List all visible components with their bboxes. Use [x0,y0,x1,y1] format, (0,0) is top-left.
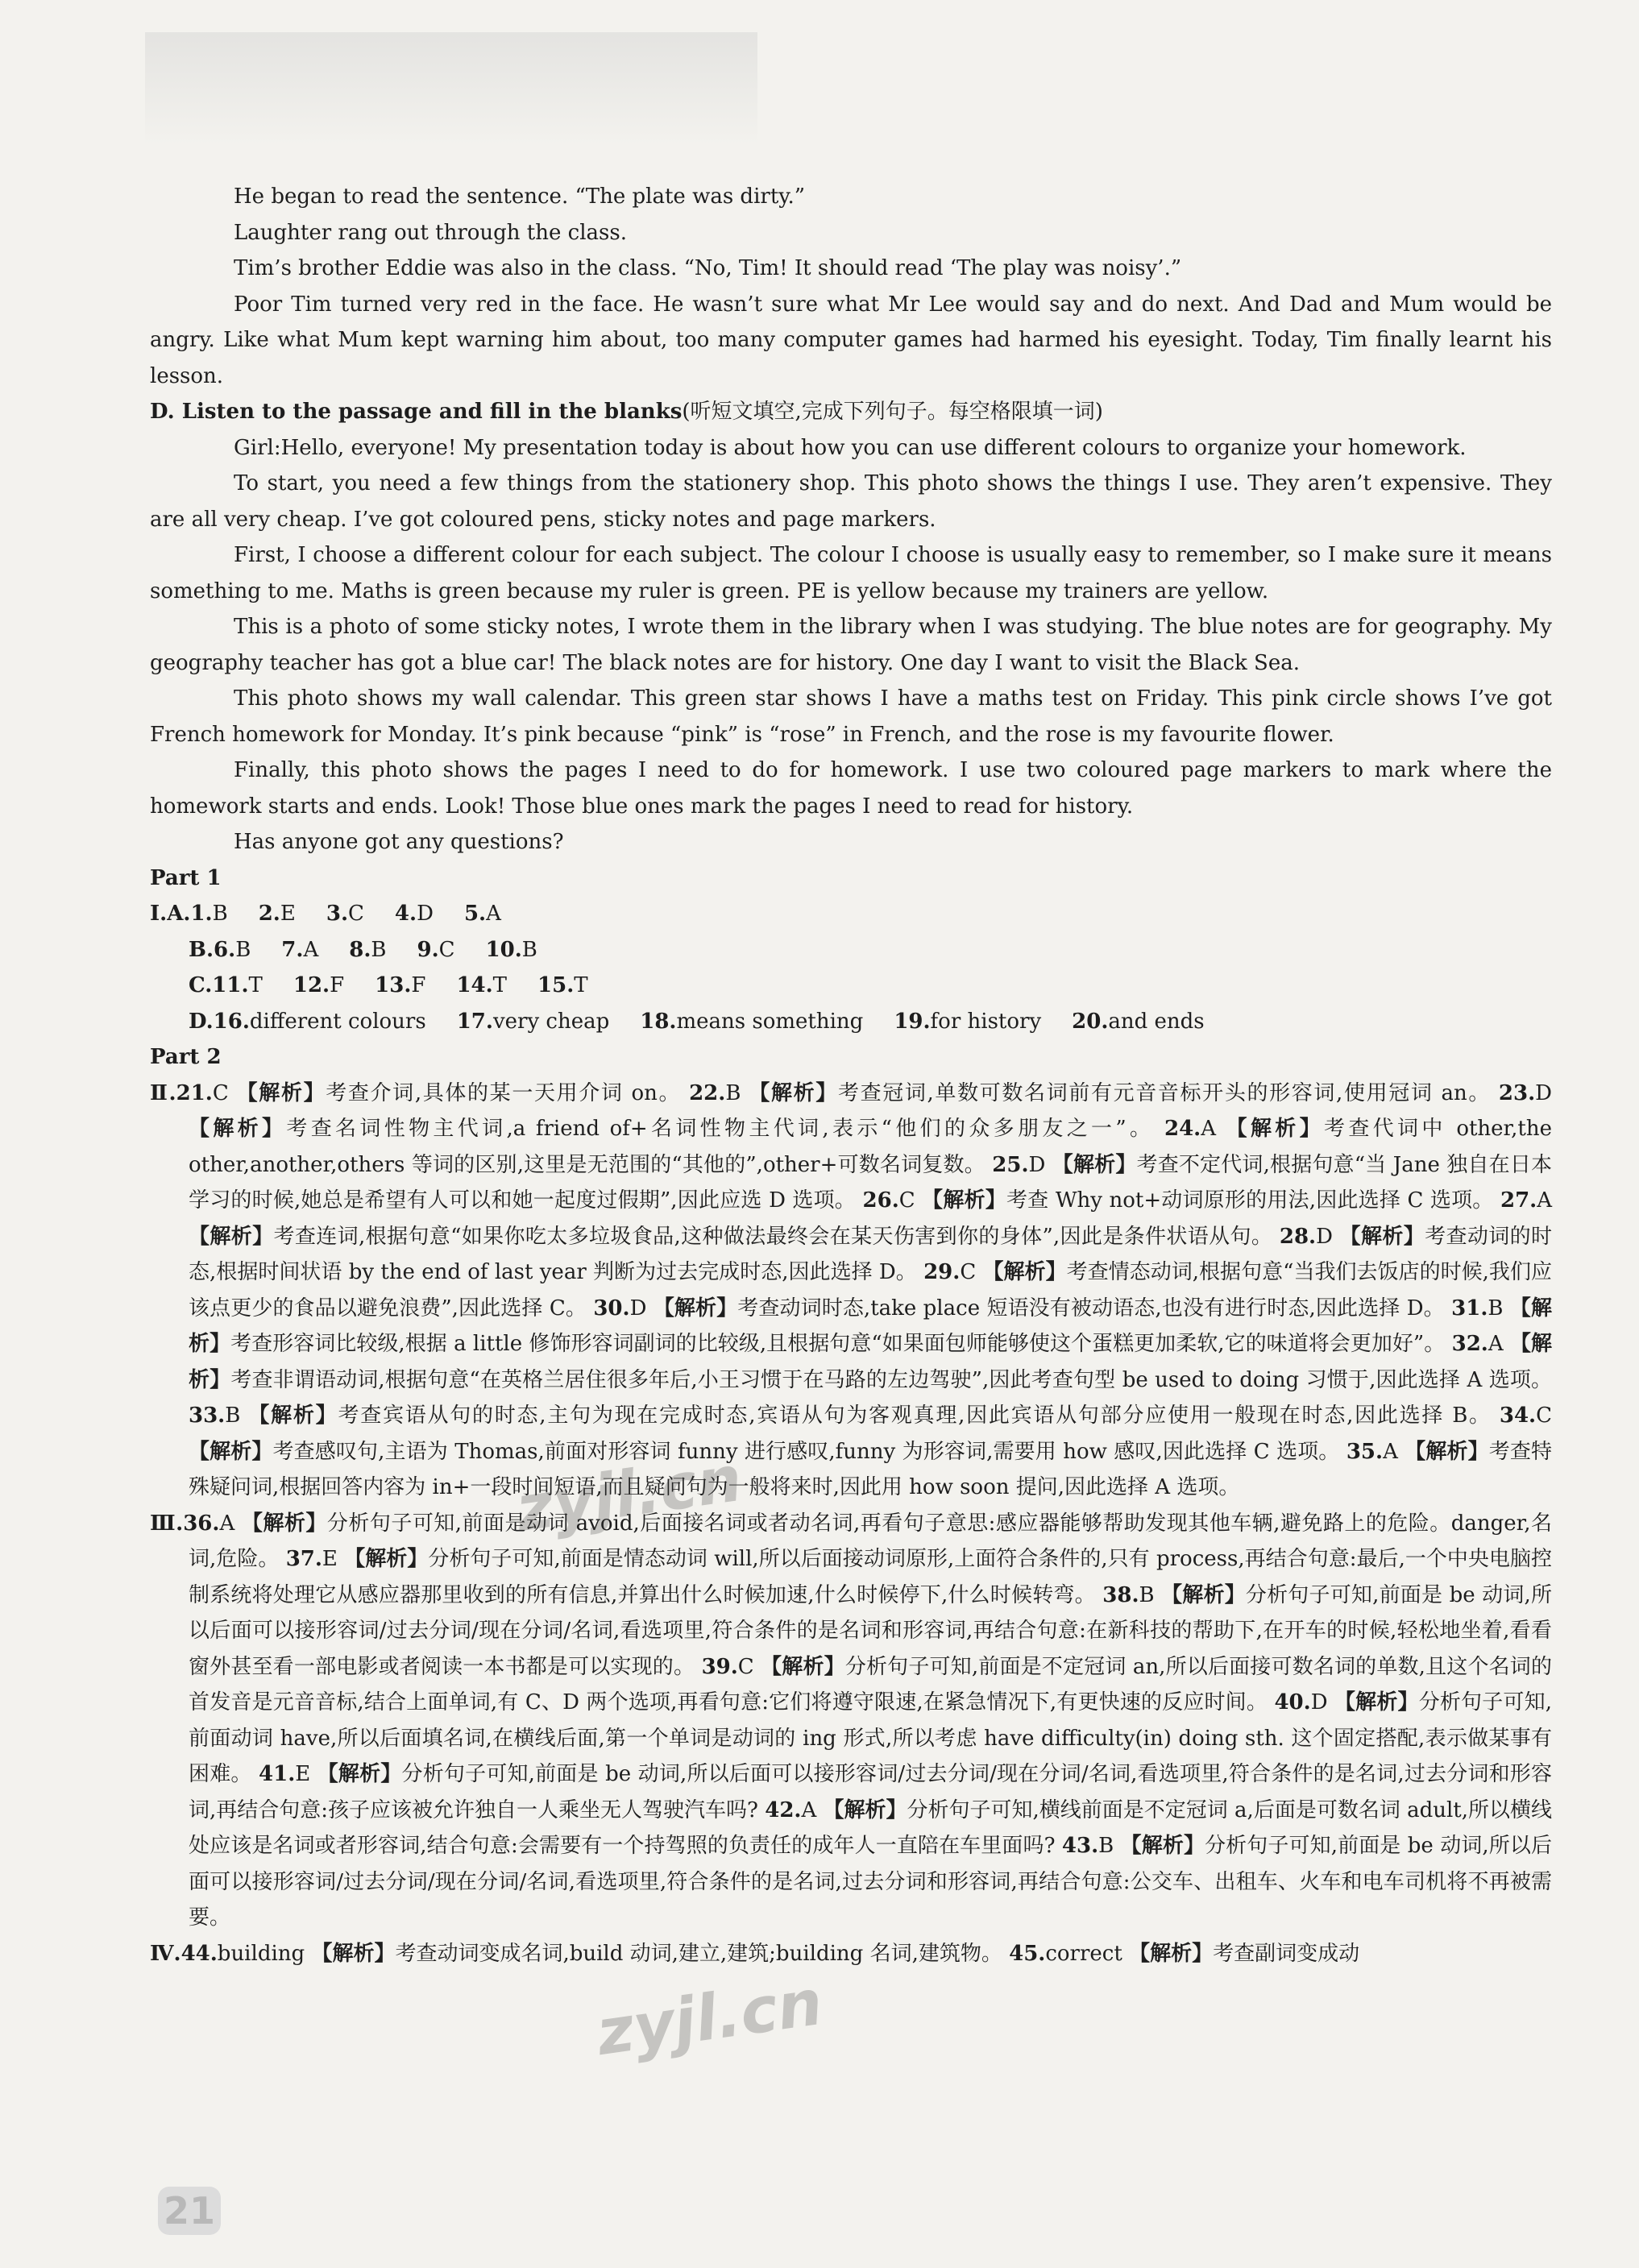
answer-value: B [371,937,387,962]
answer-value: D [417,902,434,926]
watermark: zyjl.cn [592,1966,828,2071]
analysis-text: 考查代词中 other,the other,another,others 等词的区别,这里是无范围的“其他的”,other+可数名词复数。 [189,1117,1552,1177]
answer-row [150,968,1552,1004]
question-answer: C [1536,1404,1552,1428]
scan-smudge [145,32,757,145]
question-answer: C [212,1080,237,1105]
answer-item [537,973,588,997]
analysis-tag: 【解析】 [1339,1224,1425,1249]
answer-item [293,973,344,997]
answer-number: 11. [212,973,249,997]
explanation-section [150,1506,1552,1936]
answer-row [150,1004,1552,1040]
analysis-text: 考查动词的时态,根据时间状语 by the end of last year 判断为过去完成时态,因此选择 D。 [189,1224,1552,1284]
answer-number: 5. [463,902,487,926]
analysis-text: 考查宾语从句的时态,主句为现在完成时态,宾语从句为客观真理,因此宾语从句部分应使用一般现在时态,因此选择 B。 [338,1404,1492,1428]
answer-item [212,973,263,997]
analysis-tag: 【解析】 [1405,1439,1489,1464]
answer-value: and ends [1108,1009,1205,1034]
passage-paragraph: This is a photo of some sticky notes, I wrote them in the library when I was studying. The blue notes are for geography. My geography teacher has got a blue car! The black notes are for history. One day I want to visit the Black Sea. [150,615,1552,675]
analysis-tag: 【解析】 [1226,1117,1324,1141]
story-paragraph: Poor Tim turned very red in the face. He wasn’t sure what Mr Lee would say and do next. And Dad and Mum would be angry. Like what Mum kept warning him about, too many computer games had harmed his eyesight. Today, Tim finally learnt his lesson. [150,292,1552,388]
answer-value: F [330,973,345,997]
analysis-text: 分析句子可知,前面是动词 avoid,后面接名词或者动名词,再看句子意思:感应器能够帮助发现其他车辆,避免路上的危险。danger,名词,危险。 [189,1511,1552,1571]
answer-value: T [248,973,263,997]
answer-row [150,896,1552,932]
question-answer: D [1535,1080,1553,1105]
answer-item [281,938,318,962]
answer-prefix: B. [189,937,214,962]
explanation-item [189,1404,1500,1428]
part1-answers [150,896,1552,1039]
answer-item [214,1010,426,1034]
analysis-text: 分析句子可知,前面是 be 动词,所以后面可以接形容词/过去分词/现在分词/名词,看选项里,符合条件的是名词和形容词,再结合句意:在新科技的帮助下,在开车的时候,轻松地坐着,看看窗外甚至看一部电影或者阅读一本书都是可以实现的。 [189,1582,1553,1679]
section-d-title: D. Listen to the passage and fill in the blanks [150,400,683,424]
analysis-tag: 【解析】 [311,1941,396,1966]
analysis-tag: 【解析】 [1120,1834,1205,1858]
analysis-text: 分析句子可知,横线前面是不定冠词 a,后面是可数名词 adult,所以横线处应该是名词或者形容词,结合句意:会需要有一个持驾照的负责任的成年人一直陪在车里面吗? [189,1797,1553,1858]
analysis-text: 考查特殊疑问词,根据回答内容为 in+一段时间短语,而且疑问句为一般将来时,因此用 how soon 提问,因此选择 A 选项。 [189,1439,1552,1499]
section-numeral: Ⅲ. [150,1511,184,1536]
answer-row [150,932,1552,968]
analysis-text: 考查连词,根据句意“如果你吃太多垃圾食品,这种做法最终会在某天伤害到你的身体”,因此是条件状语从句。 [273,1224,1273,1249]
question-number: 24. [1164,1117,1201,1141]
question-answer: D [1310,1690,1334,1714]
answer-value: different colours [249,1009,426,1034]
analysis-text: 考查 Why not+动词原形的用法,因此选择 C 选项。 [1006,1188,1494,1213]
analysis-tag: 【解析】 [761,1654,845,1679]
analysis-tag: 【解析】 [1161,1582,1246,1607]
analysis-tag: 【解析】 [344,1547,429,1571]
question-number: 39. [701,1654,738,1679]
explanation-section [150,1076,1552,1506]
question-number: 44. [180,1941,218,1966]
section-d-instruction: (听短文填空,完成下列句子。每空格限填一词) [682,400,1103,424]
question-number: 41. [259,1762,296,1786]
answer-value: E [280,902,296,926]
question-number: 34. [1499,1404,1537,1428]
question-answer: C [960,1260,983,1284]
analysis-tag: 【解析】 [1129,1941,1214,1966]
analysis-text: 考查非谓语动词,根据句意“在英格兰居住很多年后,小王习惯于在马路的左边驾驶”,因此考查句型 be used to doing 习惯于,因此选择 A 选项。 [230,1367,1552,1392]
answer-item [417,938,455,962]
question-number: 32. [1451,1332,1488,1356]
answer-number: 3. [326,902,349,926]
answer-item [894,1010,1041,1034]
question-number: 43. [1061,1834,1099,1858]
answer-item [464,902,501,926]
story-paragraph: Tim’s brother Eddie was also in the class. “No, Tim! It should read ‘The play was noisy’.” [234,256,1182,280]
analysis-tag: 【解析】 [189,1117,287,1141]
question-answer: D [1316,1224,1340,1249]
passage-paragraph: This photo shows my wall calendar. This green star shows I have a maths test on Friday. This pink circle shows I’ve got French homework for Monday. It’s pink because “pink” is “rose” in French, and the rose is my favourite flower. [150,686,1552,747]
answer-number: 6. [214,937,236,962]
analysis-tag: 【解析】 [317,1762,402,1786]
question-number: 27. [1500,1188,1537,1213]
explanation-item [863,1188,1500,1213]
answer-number: 9. [417,937,439,962]
answer-number: 4. [394,902,417,926]
answer-number: 18. [640,1009,677,1034]
answer-prefix: D. [189,1009,214,1034]
answer-number: 19. [894,1009,931,1034]
analysis-text: 分析句子可知,前面是 be 动词,所以后面可以接形容词/过去分词/现在分词/名词,看选项里,符合条件的是名词,过去分词和形容词,再结合句意:公交车、出租车、火车和电车司机将不再被需要。 [189,1834,1552,1930]
answer-value: for history [930,1009,1042,1034]
passage-paragraph: To start, you need a few things from the stationery shop. This photo shows the things I use. They aren’t expensive. They are all very cheap. I’ve got coloured pens, sticky notes and page markers. [150,471,1552,532]
question-answer: E [322,1547,345,1571]
question-answer: A [1537,1188,1553,1213]
question-number: 36. [183,1511,220,1536]
answer-item [375,973,425,997]
page-number: 21 [158,2187,221,2235]
section-numeral: Ⅱ. [150,1080,176,1105]
explanation-item [593,1296,1451,1321]
answer-item [214,938,251,962]
question-answer: D [629,1296,654,1321]
question-number: 31. [1451,1296,1488,1321]
answer-value: F [411,973,426,997]
question-number: 21. [176,1080,213,1105]
page-content [150,179,1552,1972]
analysis-tag: 【解析】 [241,1511,327,1536]
section-numeral: Ⅳ. [150,1941,181,1966]
answer-prefix: C. [189,973,213,997]
analysis-text: 考查副词变成动 [1213,1941,1360,1966]
analysis-text: 分析句子可知,前面是 be 动词,所以后面可以接形容词/过去分词/现在分词/名词,看选项里,符合条件的是名词,过去分词和形容词,再结合句意:孩子应该被允许独自一人乘坐无人驾驶汽车吗? [189,1762,1552,1822]
answer-number: 8. [349,937,371,962]
analysis-text: 考查动词变成名词,build 动词,建立,建筑;building 名词,建筑物。 [395,1941,1002,1966]
question-answer: B [1098,1834,1121,1858]
answer-number: 1. [190,902,213,926]
story-text [150,179,1552,394]
question-answer: D [1028,1152,1052,1177]
answer-value: T [574,973,588,997]
passage-paragraph: Girl:Hello, everyone! My presentation today is about how you can use different colours to organize your homework. [234,435,1467,460]
analysis-text: 考查冠词,单数可数名词前有元音音标开头的形容词,使用冠词 an。 [837,1080,1491,1105]
analysis-tag: 【解析】 [653,1296,738,1321]
question-number: 23. [1498,1080,1536,1105]
answer-number: 20. [1072,1009,1109,1034]
explanation-item [181,1942,1010,1966]
question-number: 35. [1346,1439,1384,1464]
answer-number: 17. [456,1009,493,1034]
answer-prefix: Ⅰ.A. [150,902,191,926]
analysis-text: 考查名词性物主代词,a friend of+名词性物主代词,表示“他们的众多朋友之一”。 [286,1117,1155,1141]
answer-value: T [492,973,508,997]
answer-number: 13. [375,973,412,997]
analysis-tag: 【解析】 [823,1797,907,1822]
answer-number: 2. [258,902,280,926]
question-number: 28. [1279,1224,1317,1249]
question-answer: correct [1045,1941,1130,1966]
answer-item [456,973,507,997]
question-number: 22. [689,1080,726,1105]
answer-value: C [348,902,364,926]
answer-value: B [235,937,251,962]
answer-value: very cheap [492,1009,610,1034]
answer-number: 12. [293,973,330,997]
answer-value: means something [676,1009,864,1034]
question-number: 37. [285,1547,322,1571]
question-answer: C [737,1654,761,1679]
question-number: 29. [923,1260,961,1284]
watermark: zyjl.cn [512,1442,747,1547]
analysis-text: 考查动词时态,take place 短语没有被动语态,也没有进行时态,因此选择 D。 [737,1296,1445,1321]
answer-item [486,938,537,962]
analysis-text: 分析句子可知,前面动词 have,所以后面填名词,在横线后面,第一个单词是动词的 ing 形式,所以考虑 have difficulty(in) doing sth. 这个固定搭配,表示做某事有困难。 [189,1690,1553,1786]
explanation-item [689,1081,1499,1105]
question-answer: A [1201,1117,1226,1141]
analysis-tag: 【解析】 [982,1260,1067,1284]
analysis-tag: 【解析】 [236,1080,326,1105]
analysis-tag: 【解析】 [189,1332,1552,1392]
answer-item [395,902,434,926]
question-answer: building [217,1941,312,1966]
answer-item [640,1010,863,1034]
question-answer: A [1488,1332,1510,1356]
part1-label: Part 1 [150,865,222,890]
passage-paragraph: Has anyone got any questions? [234,830,564,854]
question-number: 42. [765,1797,802,1822]
question-answer: B [1139,1582,1162,1607]
analysis-text: 考查介词,具体的某一天用介词 on。 [326,1080,682,1105]
explanation-section [150,1936,1552,1972]
answer-number: 16. [213,1009,250,1034]
answer-value: A [486,902,501,926]
answer-item [457,1010,610,1034]
question-answer: B [225,1404,249,1428]
answer-item [190,902,227,926]
part2-label: Part 2 [150,1045,222,1069]
answer-item [326,902,364,926]
question-number: 40. [1274,1690,1311,1714]
explanation-item [176,1081,689,1105]
analysis-text: 考查情态动词,根据句意“当我们去饭店的时候,我们应该点更少的食品以避免浪费”,因此选择 C。 [189,1260,1552,1321]
story-paragraph: He began to read the sentence. “The plate was dirty.” [234,185,806,209]
answer-number: 15. [537,973,575,997]
question-number: 33. [189,1404,226,1428]
question-number: 38. [1102,1582,1139,1607]
explanation-item [1009,1942,1359,1966]
question-answer: A [801,1797,824,1822]
story-paragraph: Laughter rang out through the class. [234,220,627,245]
analysis-text: 分析句子可知,前面是情态动词 will,所以后面接动词原形,上面符合条件的,只有 process,再结合句意:最后,一个中央电脑控制系统将处理它从感应器那里收到的所有信息,并算出什么时候加速,什么时候停下,什么时候转弯。 [189,1547,1553,1607]
question-answer: B [1488,1296,1510,1321]
question-number: 26. [862,1188,899,1213]
analysis-text: 考查形容词比较级,根据 a little 修饰形容词副词的比较级,且根据句意“如果面包师能够使这个蛋糕更加柔软,它的味道将会更加好”。 [230,1332,1446,1356]
analysis-tag: 【解析】 [189,1224,274,1249]
passage-paragraph: First, I choose a different colour for each subject. The colour I choose is usually easy to remember, so I make sure it means something to me. Maths is green because my ruler is green. PE is yellow because my trainers are yellow. [150,543,1552,603]
part2-answers [150,1076,1552,1972]
analysis-text: 分析句子可知,前面是不定冠词 an,所以后面接可数名词的单数,且这个名词的首发音是元音音标,结合上面单词,有 C、D 两个选项,再看句意:它们将遵守限速,在紧急情况下,有更快速的反应时间。 [189,1654,1552,1714]
passage-paragraph: Finally, this photo shows the pages I need to do for homework. I use two coloured page markers to mark where the homework starts and ends. Look! Those blue ones mark the pages I need to read for history. [150,758,1552,819]
answer-item [1072,1010,1205,1034]
answer-value: B [521,937,537,962]
answer-number: 14. [456,973,493,997]
answer-item [259,902,296,926]
answer-item [349,938,386,962]
question-number: 30. [593,1296,630,1321]
analysis-text: 考查感叹句,主语为 Thomas,前面对形容词 funny 进行感叹,funny 为形容词,需要用 how 感叹,因此选择 C 选项。 [272,1439,1340,1464]
question-number: 25. [992,1152,1029,1177]
listening-passage [150,430,1552,860]
analysis-tag: 【解析】 [1052,1152,1137,1177]
analysis-text: 考查不定代词,根据句意“当 Jane 独自在日本学习的时候,她总是希望有人可以和她一起度过假期”,因此应选 D 选项。 [189,1152,1553,1213]
answer-number: 7. [281,937,304,962]
answer-number: 10. [485,937,522,962]
analysis-tag: 【解析】 [922,1188,1006,1213]
analysis-tag: 【解析】 [1334,1690,1419,1714]
section-d-heading [150,394,1552,430]
question-answer: A [1383,1439,1405,1464]
answer-value: B [212,902,228,926]
question-answer: B [725,1080,749,1105]
analysis-tag: 【解析】 [749,1080,838,1105]
analysis-tag: 【解析】 [189,1439,273,1464]
question-number: 45. [1009,1941,1046,1966]
answer-value: A [303,937,319,962]
question-answer: A [219,1511,242,1536]
question-answer: C [898,1188,923,1213]
analysis-tag: 【解析】 [248,1404,338,1428]
analysis-tag: 【解析】 [189,1296,1553,1356]
question-answer: E [295,1762,317,1786]
answer-value: C [438,937,455,962]
